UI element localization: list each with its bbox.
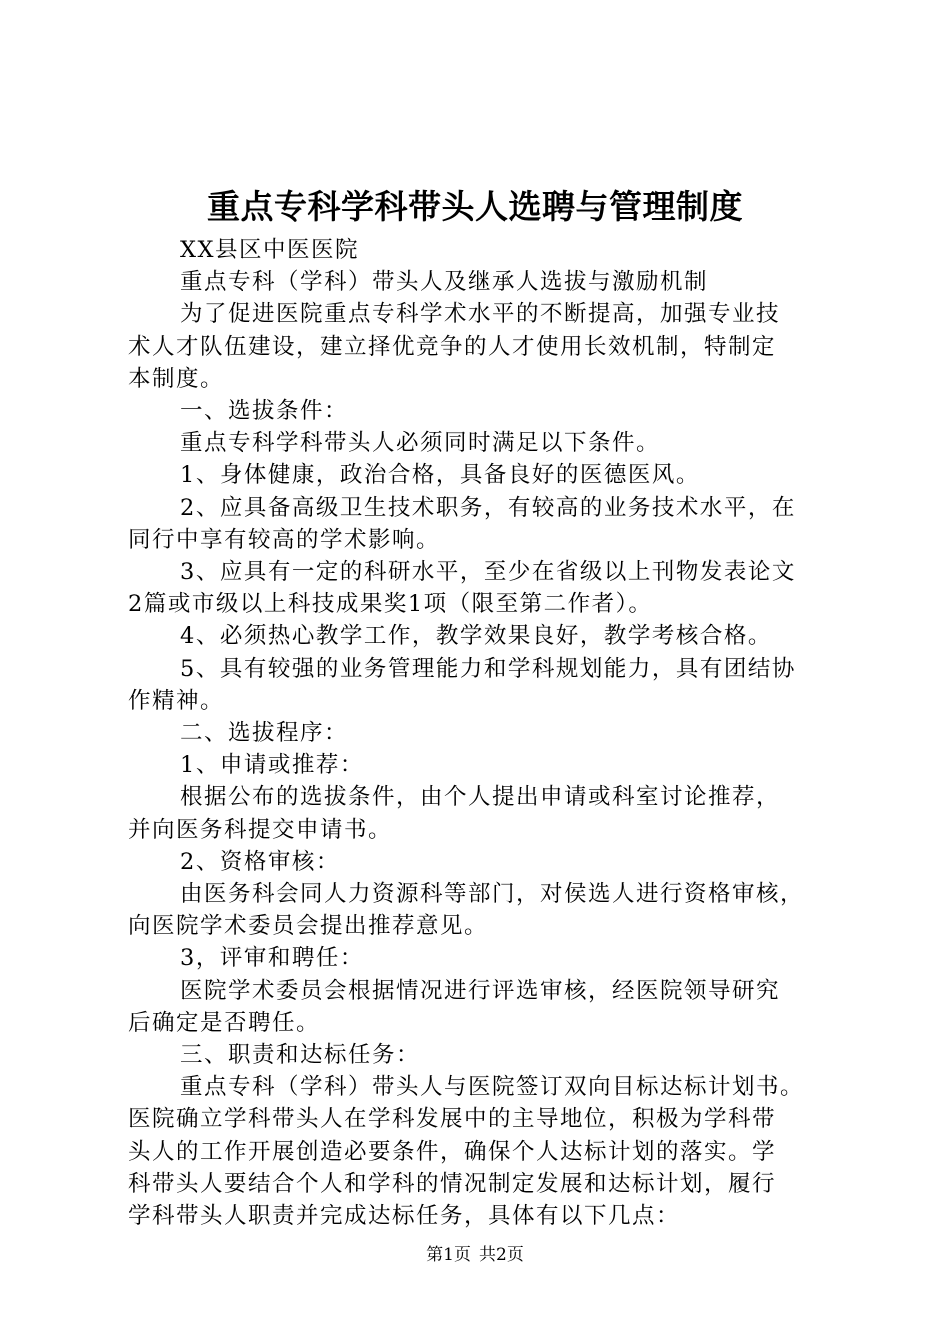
body-line: 同行中享有较高的学术影响。 (128, 526, 441, 553)
subsection-heading: 3，评审和聘任： (180, 945, 364, 972)
body-line: 为了促进医院重点专科学术水平的不断提高，加强专业技 (180, 301, 781, 328)
section-heading: 一、选拔条件： (180, 398, 349, 425)
page-footer (0, 1243, 950, 1267)
page-number: 第1页 (426, 1245, 471, 1265)
body-line: 5、具有较强的业务管理能力和学科规划能力，具有团结协 (180, 655, 796, 682)
body-line: 本制度。 (128, 365, 225, 392)
body-line: 作精神。 (128, 687, 225, 714)
section-heading: 三、职责和达标任务： (180, 1042, 421, 1069)
body-line: 3、应具有一定的科研水平，至少在省级以上刊物发表论文 (180, 559, 796, 586)
body-line: XX县区中医医院 (180, 237, 360, 263)
body-line: 科带头人要结合个人和学科的情况制定发展和达标计划，履行 (128, 1170, 777, 1197)
section-heading: 二、选拔程序： (180, 720, 349, 747)
body-line: 1、身体健康，政治合格，具备良好的医德医风。 (180, 462, 700, 489)
body-line: 根据公布的选拔条件，由个人提出申请或科室讨论推荐， (180, 784, 781, 811)
body-line: 2、应具备高级卫生技术职务，有较高的业务技术水平，在 (180, 494, 796, 521)
document-title: 重点专科学科带头人选聘与管理制度 (207, 187, 743, 226)
body-line: 重点专科学科带头人必须同时满足以下条件。 (180, 430, 661, 457)
subsection-heading: 1、申请或推荐： (180, 752, 364, 779)
body-line: 术人才队伍建设，建立择优竞争的人才使用长效机制，特制定 (128, 333, 777, 360)
body-line: 医院学术委员会根据情况进行评选审核，经医院领导研究 (180, 977, 781, 1004)
body-line: 4、必须热心教学工作，教学效果良好，教学考核合格。 (180, 623, 772, 650)
body-line: 由医务科会同人力资源科等部门，对侯选人进行资格审核， (180, 881, 805, 908)
body-line: 重点专科（学科）带头人及继承人选拔与激励机制 (180, 269, 709, 296)
body-line: 并向医务科提交申请书。 (128, 816, 393, 843)
body-line: 头人的工作开展创造必要条件，确保个人达标计划的落实。学 (128, 1138, 777, 1165)
body-line: 医院确立学科带头人在学科发展中的主导地位，积极为学科带 (128, 1106, 777, 1133)
body-line: 重点专科（学科）带头人与医院签订双向目标达标计划书。 (180, 1074, 805, 1101)
page-total: 共2页 (479, 1245, 524, 1265)
subsection-heading: 2、资格审核： (180, 848, 340, 875)
body-line: 2篇或市级以上科技成果奖1项（限至第二作者）。 (128, 591, 653, 618)
body-line: 后确定是否聘任。 (128, 1009, 321, 1036)
body-line: 学科带头人职责并完成达标任务，具体有以下几点： (128, 1203, 681, 1230)
document-body (128, 234, 828, 1232)
body-line: 向医院学术委员会提出推荐意见。 (128, 913, 489, 940)
